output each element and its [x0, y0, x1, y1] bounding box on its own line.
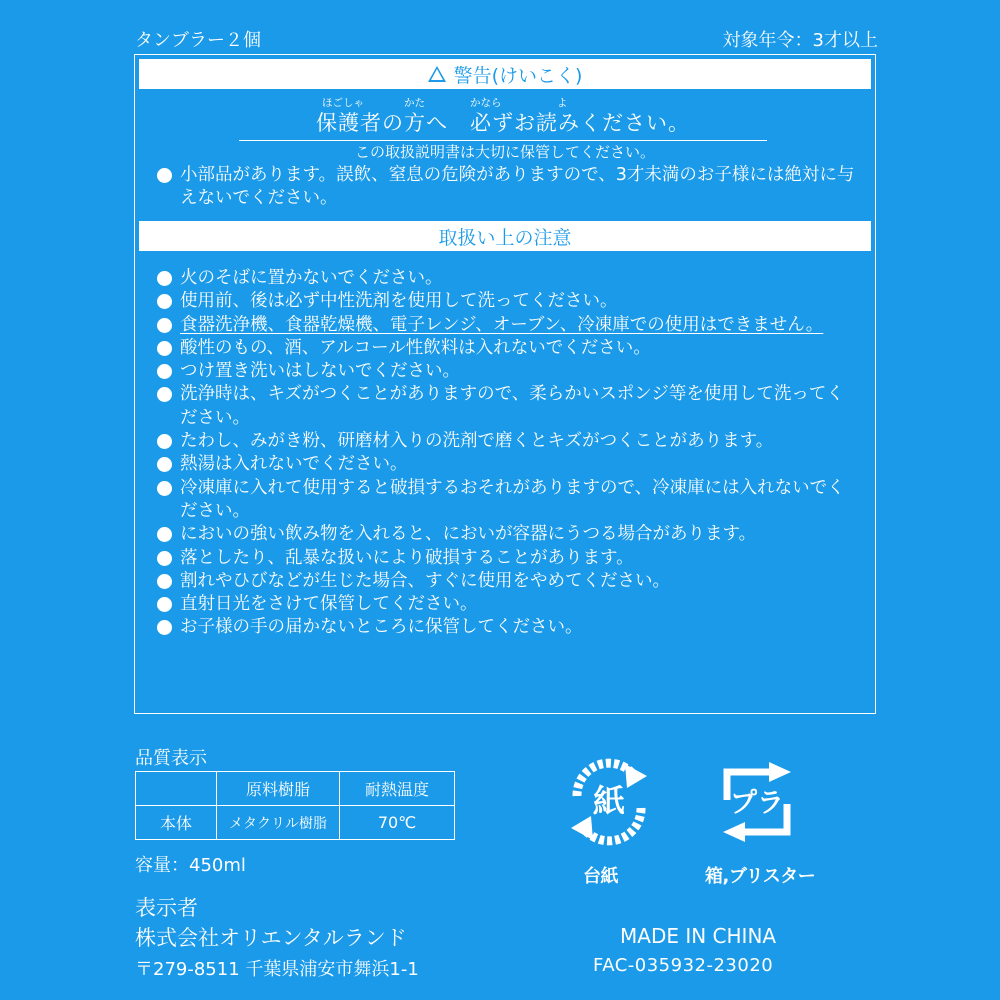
product-code: FAC-035932-23020	[593, 955, 774, 976]
bullet-icon	[157, 551, 172, 566]
warning-band	[139, 59, 871, 89]
bullet-icon	[157, 168, 172, 183]
plastic-recycle-label: 箱,ブリスター	[705, 866, 816, 887]
list-item-text: 火のそばに置かないでください。	[180, 268, 443, 288]
country-of-origin: MADE IN CHINA	[620, 924, 777, 948]
list-item	[157, 314, 861, 337]
paper-mark-text: 紙	[592, 782, 626, 820]
keep-manual-note: この取扱説明書は大切に保管してください。	[354, 143, 655, 161]
plastic-mark-text: プラ	[730, 788, 784, 819]
bullet-icon	[157, 457, 172, 472]
list-item-text: 落としたり、乱暴な扱いにより破損することがあります。	[180, 547, 634, 568]
notice-box	[134, 54, 876, 714]
list-item	[157, 593, 861, 616]
list-item-text: 割れやひびなどが生じた場合、すぐに使用をやめてください。	[180, 570, 670, 591]
list-item-text: お子様の手の届かないところに保管してください。	[180, 617, 583, 638]
list-item	[157, 523, 861, 546]
bullet-icon	[157, 294, 172, 309]
warning-list	[157, 164, 861, 211]
product-name: タンブラー２個	[135, 30, 261, 51]
plastic-recycle-icon	[711, 756, 803, 848]
table-cell	[136, 772, 217, 806]
list-item-text: 酸性のもの、酒、アルコール性飲料は入れないでください。	[180, 337, 651, 358]
furigana: かた	[404, 97, 425, 109]
list-item-text: 冷凍庫に入れて使用すると破損するおそれがありますので、冷凍庫には入れないでください。	[180, 477, 845, 521]
quality-title: 品質表示	[135, 748, 207, 769]
list-item-text: 洗浄時は、キズがつくことがありますので、柔らかいスポンジ等を使用して洗ってください。	[180, 384, 844, 428]
list-item	[157, 360, 861, 383]
quality-table	[135, 771, 455, 840]
warning-triangle-icon	[428, 66, 446, 82]
table-header-cell: 原料樹脂	[217, 772, 340, 806]
paper-recycle-label: 台紙	[583, 866, 618, 887]
table-cell: メタクリル樹脂	[217, 806, 340, 840]
list-item	[157, 164, 861, 211]
handling-title: 取扱い上の注意	[438, 226, 572, 249]
bullet-icon	[157, 574, 172, 589]
table-row	[136, 806, 455, 840]
list-item	[157, 570, 861, 593]
list-item-text: 熱湯は入れないでください。	[180, 454, 408, 475]
bullet-icon	[157, 434, 172, 449]
furigana: ほごしゃ	[322, 97, 364, 109]
list-item-text: 直射日光をさけて保管してください。	[180, 594, 478, 615]
warning-title: 警告(けいこく)	[453, 64, 583, 87]
bullet-icon	[157, 271, 172, 286]
table-cell: 70℃	[340, 806, 455, 840]
list-item	[157, 616, 861, 639]
bullet-icon	[157, 481, 172, 496]
bullet-icon	[157, 620, 172, 635]
indicator-label: 表示者	[135, 896, 198, 920]
list-item-text: 使用前、後は必ず中性洗剤を使用して洗ってください。	[180, 291, 618, 312]
list-item	[157, 453, 861, 476]
handling-list	[157, 267, 861, 640]
bullet-icon	[157, 387, 172, 402]
bullet-icon	[157, 341, 172, 356]
bullet-icon	[157, 318, 172, 333]
list-item-text: たわし、みがき粉、研磨材入りの洗剤で磨くとキズがつくことがあります。	[180, 431, 774, 452]
company-name: 株式会社オリエンタルランド	[135, 926, 407, 950]
list-item-text: つけ置き洗いはしないでください。	[180, 361, 460, 382]
bullet-icon	[157, 597, 172, 612]
list-item	[157, 430, 861, 453]
table-header-cell: 耐熱温度	[340, 772, 455, 806]
guardian-notice: 保護者の方へ 必ずお読みください。	[239, 107, 767, 141]
table-header-row	[136, 772, 455, 806]
company-address: 〒279-8511 千葉県浦安市舞浜1-1	[135, 959, 419, 980]
furigana: かなら	[470, 97, 502, 109]
list-item-text: 小部品があります。誤飲、窒息の危険がありますので、3才未満のお子様には絶対に与えないでください。	[180, 165, 855, 209]
list-item	[157, 547, 861, 570]
capacity: 容量：450ml	[135, 855, 246, 876]
list-item-text: 食器洗浄機、食器乾燥機、電子レンジ、オーブン、冷凍庫での使用はできません。	[180, 314, 824, 335]
bullet-icon	[157, 364, 172, 379]
list-item	[157, 267, 861, 290]
bullet-icon	[157, 527, 172, 542]
handling-band	[139, 221, 871, 251]
list-item	[157, 383, 861, 430]
furigana: よ	[557, 97, 568, 109]
paper-recycle-icon	[563, 756, 655, 848]
list-item	[157, 290, 861, 313]
list-item	[157, 477, 861, 524]
target-age: 対象年令：3才以上	[722, 30, 878, 51]
table-cell: 本体	[136, 806, 217, 840]
list-item-text: においの強い飲み物を入れると、においが容器にうつる場合があります。	[180, 524, 757, 545]
list-item	[157, 337, 861, 360]
